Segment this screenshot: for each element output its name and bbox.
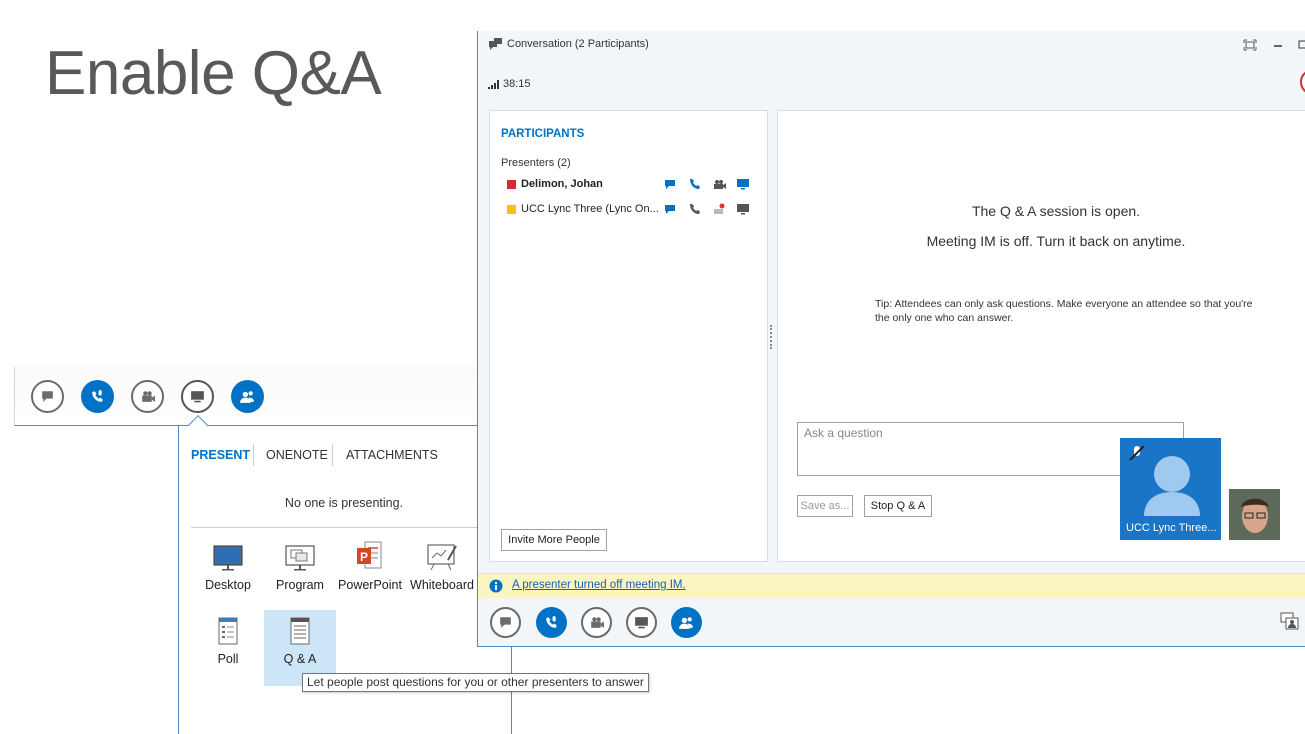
call-duration: 38:15	[503, 78, 531, 90]
program-option[interactable]	[264, 536, 336, 592]
signal-strength-icon	[488, 79, 501, 89]
sharing-modality-icon	[736, 202, 750, 216]
participant-row[interactable]	[507, 202, 757, 218]
qa-label: Q & A	[283, 652, 317, 666]
video-button[interactable]	[581, 607, 612, 638]
program-label: Program	[276, 578, 324, 592]
poll-icon	[217, 616, 239, 646]
participant-name: Delimon, Johan	[521, 178, 603, 190]
tab-separator	[253, 444, 254, 466]
qa-icon	[289, 616, 311, 646]
monitor-icon	[633, 614, 650, 631]
powerpoint-icon	[355, 540, 385, 572]
tab-separator	[332, 444, 333, 466]
present-button[interactable]	[626, 607, 657, 638]
minimize-icon[interactable]	[1273, 40, 1283, 50]
meeting-toolbar	[14, 367, 484, 426]
poll-label: Poll	[217, 652, 239, 666]
qa-session-status: The Q & A session is open.	[971, 203, 1141, 219]
presence-indicator	[507, 180, 516, 189]
video-button[interactable]	[131, 380, 164, 413]
audio-button[interactable]	[536, 607, 567, 638]
slide-title: Enable Q&A	[45, 39, 382, 108]
video-camera-icon	[139, 388, 156, 405]
desktop-label: Desktop	[205, 578, 251, 592]
participant-video-tile[interactable]	[1120, 438, 1221, 540]
avatar-placeholder-icon	[1140, 450, 1204, 516]
audio-modality-icon	[687, 177, 701, 191]
im-modality-icon	[663, 202, 677, 216]
tab-onenote[interactable]: ONENOTE	[266, 448, 328, 462]
people-icon	[678, 614, 695, 631]
self-photo-icon	[1229, 489, 1280, 540]
info-bar	[478, 573, 1305, 598]
participant-name: UCC Lync Three (Lync On...	[521, 203, 659, 215]
phone-mic-icon	[89, 388, 106, 405]
powerpoint-label: PowerPoint	[338, 578, 402, 592]
meeting-im-status: Meeting IM is off. Turn it back on anytime.	[926, 233, 1186, 249]
save-as-button[interactable]: Save as...	[797, 495, 853, 517]
presence-indicator	[507, 205, 516, 214]
people-icon	[239, 388, 256, 405]
pane-splitter[interactable]	[770, 325, 773, 349]
tab-attachments[interactable]: ATTACHMENTS	[346, 448, 438, 462]
window-title: Conversation (2 Participants)	[507, 38, 649, 50]
participants-button[interactable]	[671, 607, 702, 638]
audio-modality-icon	[687, 202, 701, 216]
conversation-toolbar	[478, 599, 1305, 647]
participants-button[interactable]	[231, 380, 264, 413]
im-modality-icon	[663, 177, 677, 191]
whiteboard-icon	[426, 542, 458, 572]
conversation-icon	[488, 37, 503, 51]
stop-qa-button[interactable]: Stop Q & A	[864, 495, 932, 517]
video-camera-icon	[588, 614, 605, 631]
info-icon	[489, 579, 503, 593]
video-off-icon	[712, 202, 726, 216]
phone-mic-icon	[543, 614, 560, 631]
desktop-icon	[213, 544, 243, 572]
conversation-window	[477, 31, 1305, 647]
poll-option[interactable]	[192, 610, 264, 666]
participants-heading: PARTICIPANTS	[501, 128, 585, 140]
whiteboard-option[interactable]	[406, 536, 478, 592]
fullscreen-icon[interactable]	[1243, 39, 1257, 51]
self-avatar	[1229, 489, 1280, 540]
participants-pane	[489, 110, 768, 562]
qa-tooltip: Let people post questions for you or other presenters to answer	[302, 673, 649, 692]
info-bar-link[interactable]: A presenter turned off meeting IM.	[512, 579, 686, 591]
present-button[interactable]	[181, 380, 214, 413]
program-icon	[285, 544, 315, 572]
audio-button[interactable]	[81, 380, 114, 413]
tab-present[interactable]: PRESENT	[191, 448, 251, 462]
presenting-status: No one is presenting.	[284, 496, 404, 510]
powerpoint-option[interactable]	[334, 536, 406, 592]
monitor-icon	[189, 388, 206, 405]
divider	[191, 527, 511, 528]
participant-row[interactable]	[507, 177, 757, 193]
hang-up-button[interactable]	[1300, 69, 1305, 95]
presenters-group-label[interactable]: Presenters (2)	[501, 157, 571, 169]
im-button[interactable]	[31, 380, 64, 413]
video-modality-icon	[712, 177, 726, 191]
maximize-icon[interactable]	[1298, 39, 1305, 49]
sharing-modality-icon	[736, 177, 750, 191]
video-tile-name: UCC Lync Three...	[1126, 522, 1217, 534]
qa-pane	[777, 110, 1305, 562]
ask-question-input[interactable]: Ask a question	[797, 422, 1184, 476]
chat-bubble-icon	[497, 614, 514, 631]
im-button[interactable]	[490, 607, 521, 638]
invite-more-people-button[interactable]: Invite More People	[501, 529, 607, 551]
svg-text:P: P	[360, 550, 369, 564]
whiteboard-label: Whiteboard	[410, 578, 474, 592]
desktop-option[interactable]	[192, 536, 264, 592]
chat-bubble-icon	[39, 388, 56, 405]
gallery-view-icon[interactable]	[1280, 611, 1300, 631]
qa-tip: Tip: Attendees can only ask questions. Make everyone an attendee so that you're the only one who can answer.	[875, 298, 1253, 324]
